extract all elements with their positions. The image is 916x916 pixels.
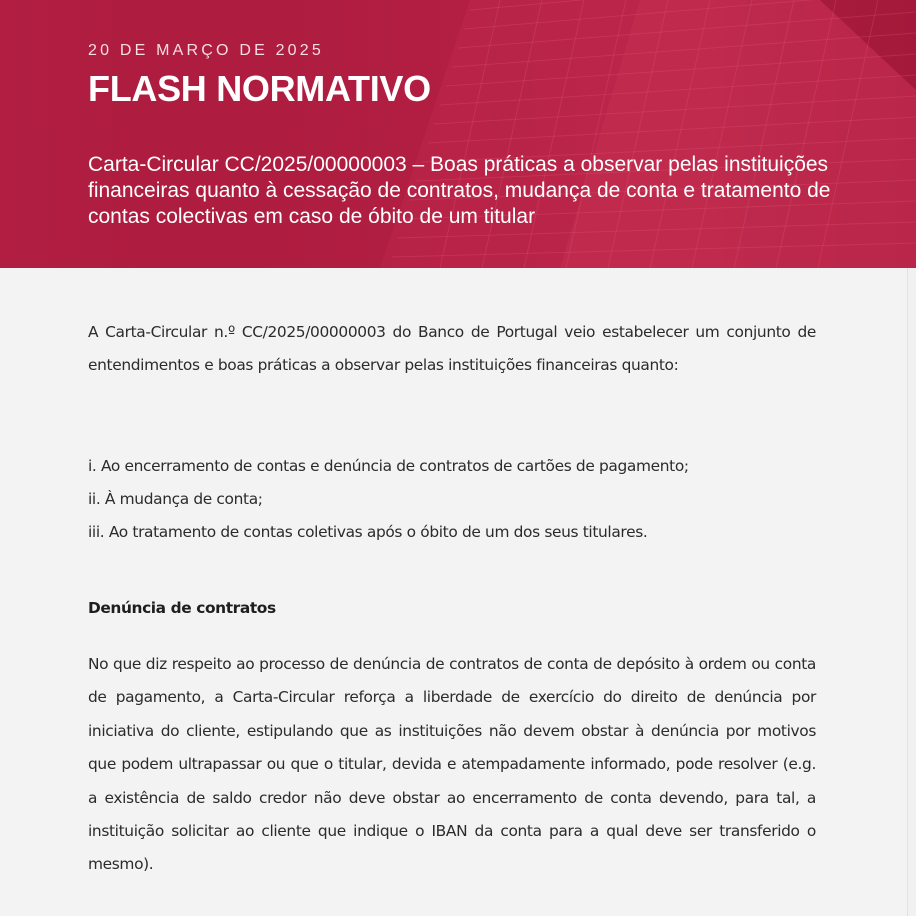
topics-list (88, 450, 689, 549)
list-item: iii. Ao tratamento de contas coletivas após o óbito de um dos seus titulares. (88, 523, 648, 541)
scrollbar[interactable] (907, 268, 916, 916)
newsletter-title: FLASH NORMATIVO (88, 68, 431, 109)
intro-paragraph: A Carta-Circular n.º CC/2025/00000003 do Banco de Portugal veio estabelecer um conjunto de entendimentos e boas práticas a observar pelas instituições financeiras quanto: (88, 323, 816, 375)
list-item: i. Ao encerramento de contas e denúncia de contratos de cartões de pagamento; (88, 457, 689, 475)
header-banner (0, 0, 916, 268)
list-item: ii. À mudança de conta; (88, 490, 263, 508)
section-heading: Denúncia de contratos (88, 599, 276, 617)
article-subtitle: Carta-Circular CC/2025/00000003 – Boas práticas a observar pelas instituições financeiras quanto à cessação de contratos, mudança de conta e tratamento de contas colectivas em caso de óbito de um titular (88, 153, 831, 228)
publication-date: 20 DE MARÇO DE 2025 (88, 42, 324, 59)
section-paragraph: No que diz respeito ao processo de denúncia de contratos de conta de depósito à ordem ou conta de pagamento, a Carta-Circular reforça a liberdade de exercício do direito de denúncia por iniciativa do cliente, estipulando que as instituições não devem obstar à denúncia por motivos que podem ultrapassar ou que o titular, devida e atempadamente informado, pode resolver (e.g. a existência de saldo credor não deve obstar ao encerramento de conta devendo, para tal, a instituição solicitar ao cliente que indique o IBAN da conta para a qual deve ser transferido o mesmo). (88, 655, 816, 874)
